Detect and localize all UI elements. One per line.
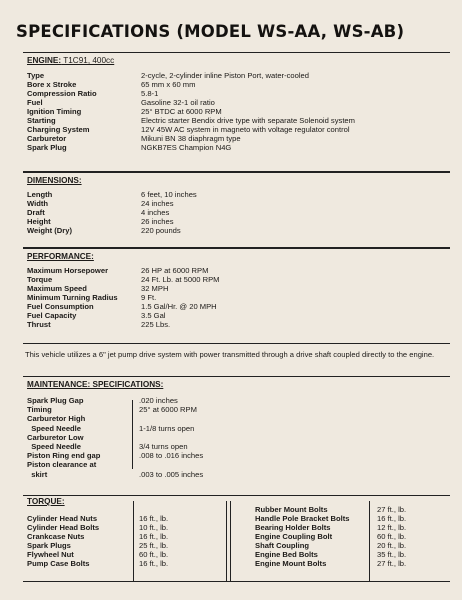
divider: [132, 400, 133, 469]
divider: [23, 495, 450, 496]
performance-label: Minimum Turning Radius: [27, 293, 118, 302]
maintenance-value: 3/4 turns open: [139, 442, 188, 451]
torque-value: 12 ft., lb.: [377, 523, 407, 532]
maintenance-value: .003 to .005 inches: [139, 470, 204, 479]
torque-value: 16 ft., lb.: [139, 514, 169, 523]
engine-label: Carburetor: [27, 134, 67, 143]
engine-label: Charging System: [27, 125, 90, 134]
maintenance-label: Piston Ring end gap: [27, 451, 101, 460]
engine-label: Bore x Stroke: [27, 80, 77, 89]
performance-section: [23, 248, 450, 344]
torque-label: Spark Plugs: [27, 541, 71, 550]
torque-value: 16 ft., lb.: [139, 532, 169, 541]
torque-label: Engine Coupling Bolt: [255, 532, 333, 541]
torque-label: Engine Bed Bolts: [255, 550, 318, 559]
engine-label: Spark Plug: [27, 143, 67, 152]
torque-value: 16 ft., lb.: [377, 514, 407, 523]
divider: [23, 376, 450, 377]
engine-heading-model: T1C91, 400cc: [61, 56, 115, 65]
maintenance-section: [23, 376, 450, 491]
dimensions-label: Weight (Dry): [27, 226, 72, 235]
dimensions-value: 220 pounds: [141, 226, 181, 235]
divider: [369, 501, 370, 581]
performance-value: 9 Ft.: [141, 293, 157, 302]
performance-value: 32 MPH: [141, 284, 169, 293]
engine-value: 25° BTDC at 6000 RPM: [141, 107, 222, 116]
maintenance-label: Speed Needle: [27, 424, 82, 433]
maintenance-value: .008 to .016 inches: [139, 451, 204, 460]
performance-value: 24 Ft. Lb. at 5000 RPM: [141, 275, 220, 284]
engine-label: Compression Ratio: [27, 89, 97, 98]
torque-section: [23, 495, 450, 582]
engine-label: Starting: [27, 116, 56, 125]
torque-value: 35 ft., lb.: [377, 550, 407, 559]
torque-value: 27 ft., lb.: [377, 505, 407, 514]
torque-value: 60 ft., lb.: [377, 532, 407, 541]
engine-value: 12V 45W AC system in magneto with voltage regulator control: [141, 125, 350, 134]
divider: [133, 501, 134, 581]
dimensions-label: Length: [27, 190, 53, 199]
dimensions-value: 4 inches: [141, 208, 170, 217]
torque-label: Cylinder Head Bolts: [27, 523, 100, 532]
dimensions-label: Width: [27, 199, 49, 208]
torque-heading: TORQUE:: [27, 497, 65, 506]
torque-value: 20 ft., lb.: [377, 541, 407, 550]
engine-label: Type: [27, 71, 45, 80]
performance-value: 3.5 Gal: [141, 311, 166, 320]
maintenance-label: Speed Needle: [27, 442, 82, 451]
maintenance-value: .020 inches: [139, 396, 178, 405]
engine-value: 2-cycle, 2-cylinder inline Piston Port, water-cooled: [141, 71, 309, 80]
engine-value: Mikuni BN 38 diaphragm type: [141, 134, 241, 143]
maintenance-label: Timing: [27, 405, 52, 414]
engine-section: [23, 52, 450, 172]
torque-value: 27 ft., lb.: [377, 559, 407, 568]
divider: [230, 501, 231, 581]
torque-value: 25 ft., lb.: [139, 541, 169, 550]
torque-label: Bearing Holder Bolts: [255, 523, 331, 532]
dimensions-label: Height: [27, 217, 51, 226]
dimensions-value: 26 inches: [141, 217, 174, 226]
maintenance-label: skirt: [27, 470, 48, 479]
performance-label: Maximum Speed: [27, 284, 87, 293]
performance-label: Maximum Horsepower: [27, 266, 109, 275]
torque-value: 16 ft., lb.: [139, 559, 169, 568]
dimensions-value: 6 feet, 10 inches: [141, 190, 197, 199]
page-title: SPECIFICATIONS (MODEL WS-AA, WS-AB): [16, 22, 405, 41]
engine-heading-label: ENGINE:: [27, 56, 62, 65]
engine-value: Electric starter Bendix drive type with separate Solenoid system: [141, 116, 355, 125]
maintenance-label: Carburetor High: [27, 414, 86, 423]
performance-value: 26 HP at 6000 RPM: [141, 266, 209, 275]
maintenance-label: Piston clearance at: [27, 460, 97, 469]
performance-label: Thrust: [27, 320, 51, 329]
torque-label: Rubber Mount Bolts: [255, 505, 328, 514]
torque-value: 60 ft., lb.: [139, 550, 169, 559]
torque-label: Cylinder Head Nuts: [27, 514, 98, 523]
torque-label: Pump Case Bolts: [27, 559, 90, 568]
engine-heading: [27, 56, 114, 65]
performance-label: Fuel Capacity: [27, 311, 77, 320]
performance-heading: PERFORMANCE:: [27, 252, 94, 261]
engine-label: Ignition Timing: [27, 107, 82, 116]
performance-value: 225 Lbs.: [141, 320, 171, 329]
dimensions-heading: DIMENSIONS:: [27, 176, 82, 185]
maintenance-heading: MAINTENANCE: SPECIFICATIONS:: [27, 380, 164, 389]
drive-system-note: This vehicle utilizes a 6" jet pump drive system with power transmitted through a drive shaft coupled directly to the engine.: [25, 350, 435, 359]
performance-label: Fuel Consumption: [27, 302, 94, 311]
engine-value: 5.8-1: [141, 89, 159, 98]
maintenance-label: Carburetor Low: [27, 433, 84, 442]
divider: [226, 501, 227, 581]
torque-label: Handle Pole Bracket Bolts: [255, 514, 350, 523]
dimensions-label: Draft: [27, 208, 45, 217]
dimensions-section: [23, 172, 450, 248]
torque-label: Shaft Coupling: [255, 541, 309, 550]
dimensions-value: 24 inches: [141, 199, 174, 208]
torque-label: Flywheel Nut: [27, 550, 74, 559]
maintenance-value: 1-1/8 turns open: [139, 424, 195, 433]
maintenance-value: 25° at 6000 RPM: [139, 405, 197, 414]
performance-label: Torque: [27, 275, 53, 284]
engine-label: Fuel: [27, 98, 43, 107]
engine-value: Gasoline 32-1 oil ratio: [141, 98, 215, 107]
torque-label: Engine Mount Bolts: [255, 559, 327, 568]
engine-value: NGKB7ES Champion N4G: [141, 143, 232, 152]
torque-value: 10 ft., lb.: [139, 523, 169, 532]
torque-label: Crankcase Nuts: [27, 532, 85, 541]
performance-value: 1.5 Gal/Hr. @ 20 MPH: [141, 302, 217, 311]
maintenance-label: Spark Plug Gap: [27, 396, 84, 405]
engine-value: 65 mm x 60 mm: [141, 80, 196, 89]
